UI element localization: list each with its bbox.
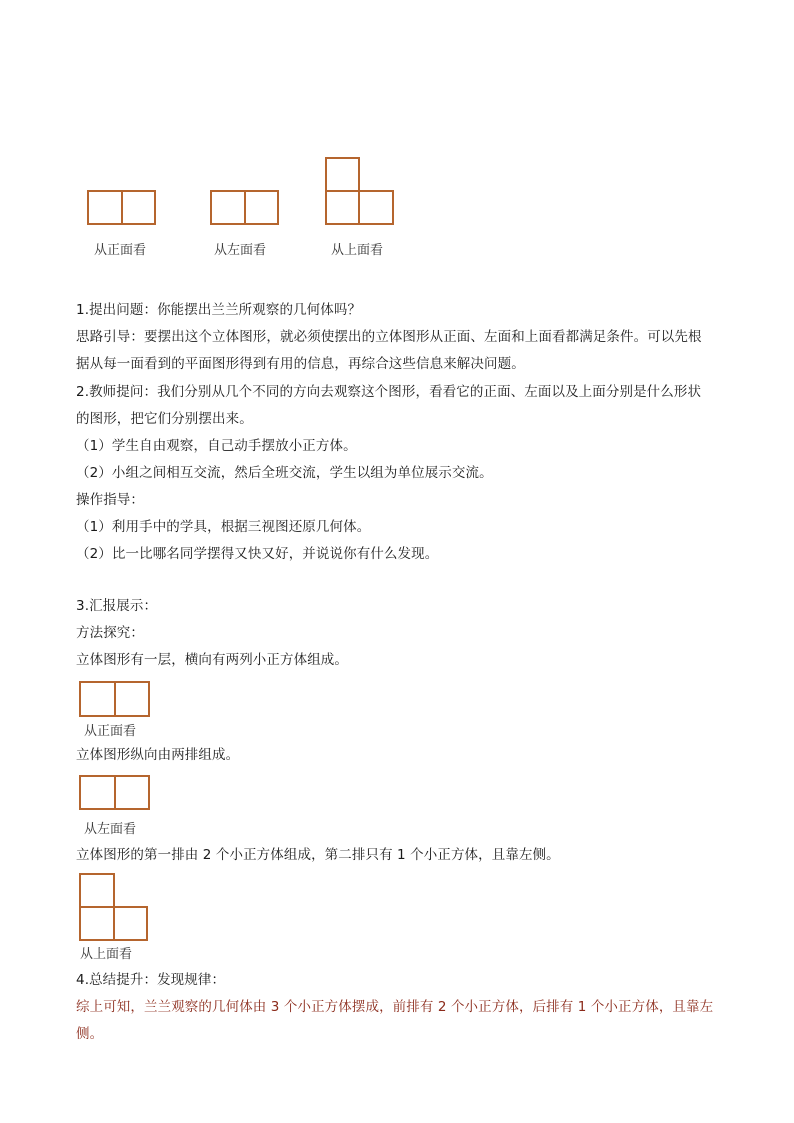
square (114, 775, 150, 810)
list-item: （2）比一比哪名同学摆得又快又好，并说说你有什么发现。 (76, 546, 439, 562)
square (358, 190, 394, 225)
square (79, 873, 115, 908)
hint-line: 思路引导：要摆出这个立体图形，就必须使摆出的立体图形从正面、左面和上面看都满足条件。可以先根 (76, 329, 702, 345)
front-view-caption: 从正面看 (94, 243, 147, 258)
teacher-question-line: 的图形，把它们分别摆出来。 (76, 411, 253, 427)
top-view-caption: 从上面看 (331, 243, 384, 258)
teacher-question-line: 2.教师提问：我们分别从几个不同的方向去观察这个图形，看看它的正面、左面以及上面分别是什么形状 (76, 384, 702, 400)
square (121, 190, 156, 225)
square (114, 681, 150, 717)
section-title: 3.汇报展示： (76, 598, 158, 614)
list-item: （2）小组之间相互交流，然后全班交流，学生以组为单位展示交流。 (76, 465, 493, 481)
left-view-caption: 从左面看 (214, 243, 267, 258)
left-view-caption: 从左面看 (84, 822, 137, 837)
conclusion-line: 综上可知，兰兰观察的几何体由 3 个小正方体摆成，前排有 2 个小正方体，后排有 1 个小正方体，且靠左 (76, 999, 714, 1015)
front-description: 立体图形有一层，横向有两列小正方体组成。 (76, 652, 348, 668)
square (325, 157, 360, 192)
conclusion-line: 侧。 (76, 1026, 104, 1042)
square (79, 775, 116, 810)
list-item: （1）学生自由观察，自己动手摆放小正方体。 (76, 438, 357, 454)
square (79, 681, 116, 717)
square (325, 190, 360, 225)
hint-line: 据从每一面看到的平面图形得到有用的信息，再综合这些信息来解决问题。 (76, 356, 525, 372)
square (244, 190, 279, 225)
square (210, 190, 246, 225)
top-description: 立体图形的第一排由 2 个小正方体组成，第二排只有 1 个小正方体，且靠左侧。 (76, 847, 560, 863)
question-line: 1.提出问题：你能摆出兰兰所观察的几何体吗？ (76, 302, 362, 318)
square (113, 906, 148, 941)
list-item: （1）利用手中的学具，根据三视图还原几何体。 (76, 519, 371, 535)
method-title: 方法探究： (76, 625, 144, 641)
left-description: 立体图形纵向由两排组成。 (76, 747, 240, 763)
top-view-caption: 从上面看 (80, 947, 133, 962)
front-view-caption: 从正面看 (84, 724, 137, 739)
guide-title: 操作指导： (76, 492, 144, 508)
square (79, 906, 115, 941)
square (87, 190, 123, 225)
summary-title: 4.总结提升：发现规律： (76, 972, 226, 988)
